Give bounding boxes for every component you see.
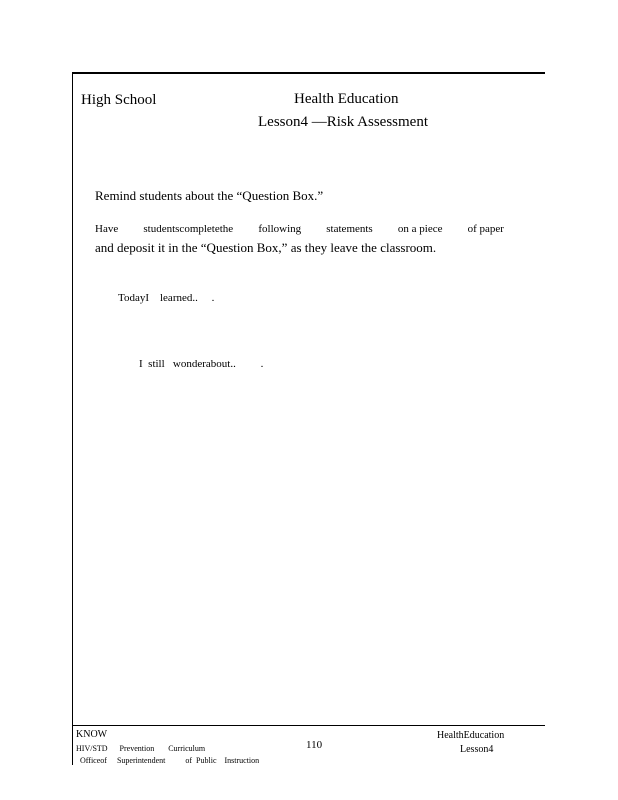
footer-curriculum: HIV/STD Prevention Curriculum [76, 744, 206, 753]
footer-rule [72, 725, 545, 726]
subject-title: Health Education [294, 91, 399, 107]
instruction-word: statements [326, 223, 373, 235]
footer-office: Officeof Superintendent of Public Instruction [80, 756, 260, 765]
reminder-text: Remind students about the “Question Box.” [95, 188, 324, 203]
footer-lesson: Lesson4 [460, 744, 494, 755]
instruction-word: on a piece [397, 223, 443, 235]
page-number: 110 [306, 739, 323, 751]
instruction-line-2: and deposit it in the “Question Box,” as they leave the classroom. [95, 240, 437, 255]
top-border-rule [72, 72, 545, 74]
instruction-word: Have [95, 223, 119, 235]
instruction-line-1 [95, 223, 504, 235]
left-border-rule [72, 72, 73, 765]
prompt-today-learned: TodayI learned.. . [118, 292, 215, 304]
school-level-label: High School [81, 92, 157, 108]
instruction-word: following [258, 223, 302, 235]
footer-health-education: HealthEducation [437, 730, 505, 741]
lesson-title: Lesson4 —Risk Assessment [258, 114, 429, 130]
instruction-word: studentscompletethe [143, 223, 234, 235]
footer-know: KNOW [76, 729, 108, 740]
prompt-still-wonder: I still wonderabout.. . [139, 358, 264, 370]
instruction-word: of paper [467, 223, 504, 235]
